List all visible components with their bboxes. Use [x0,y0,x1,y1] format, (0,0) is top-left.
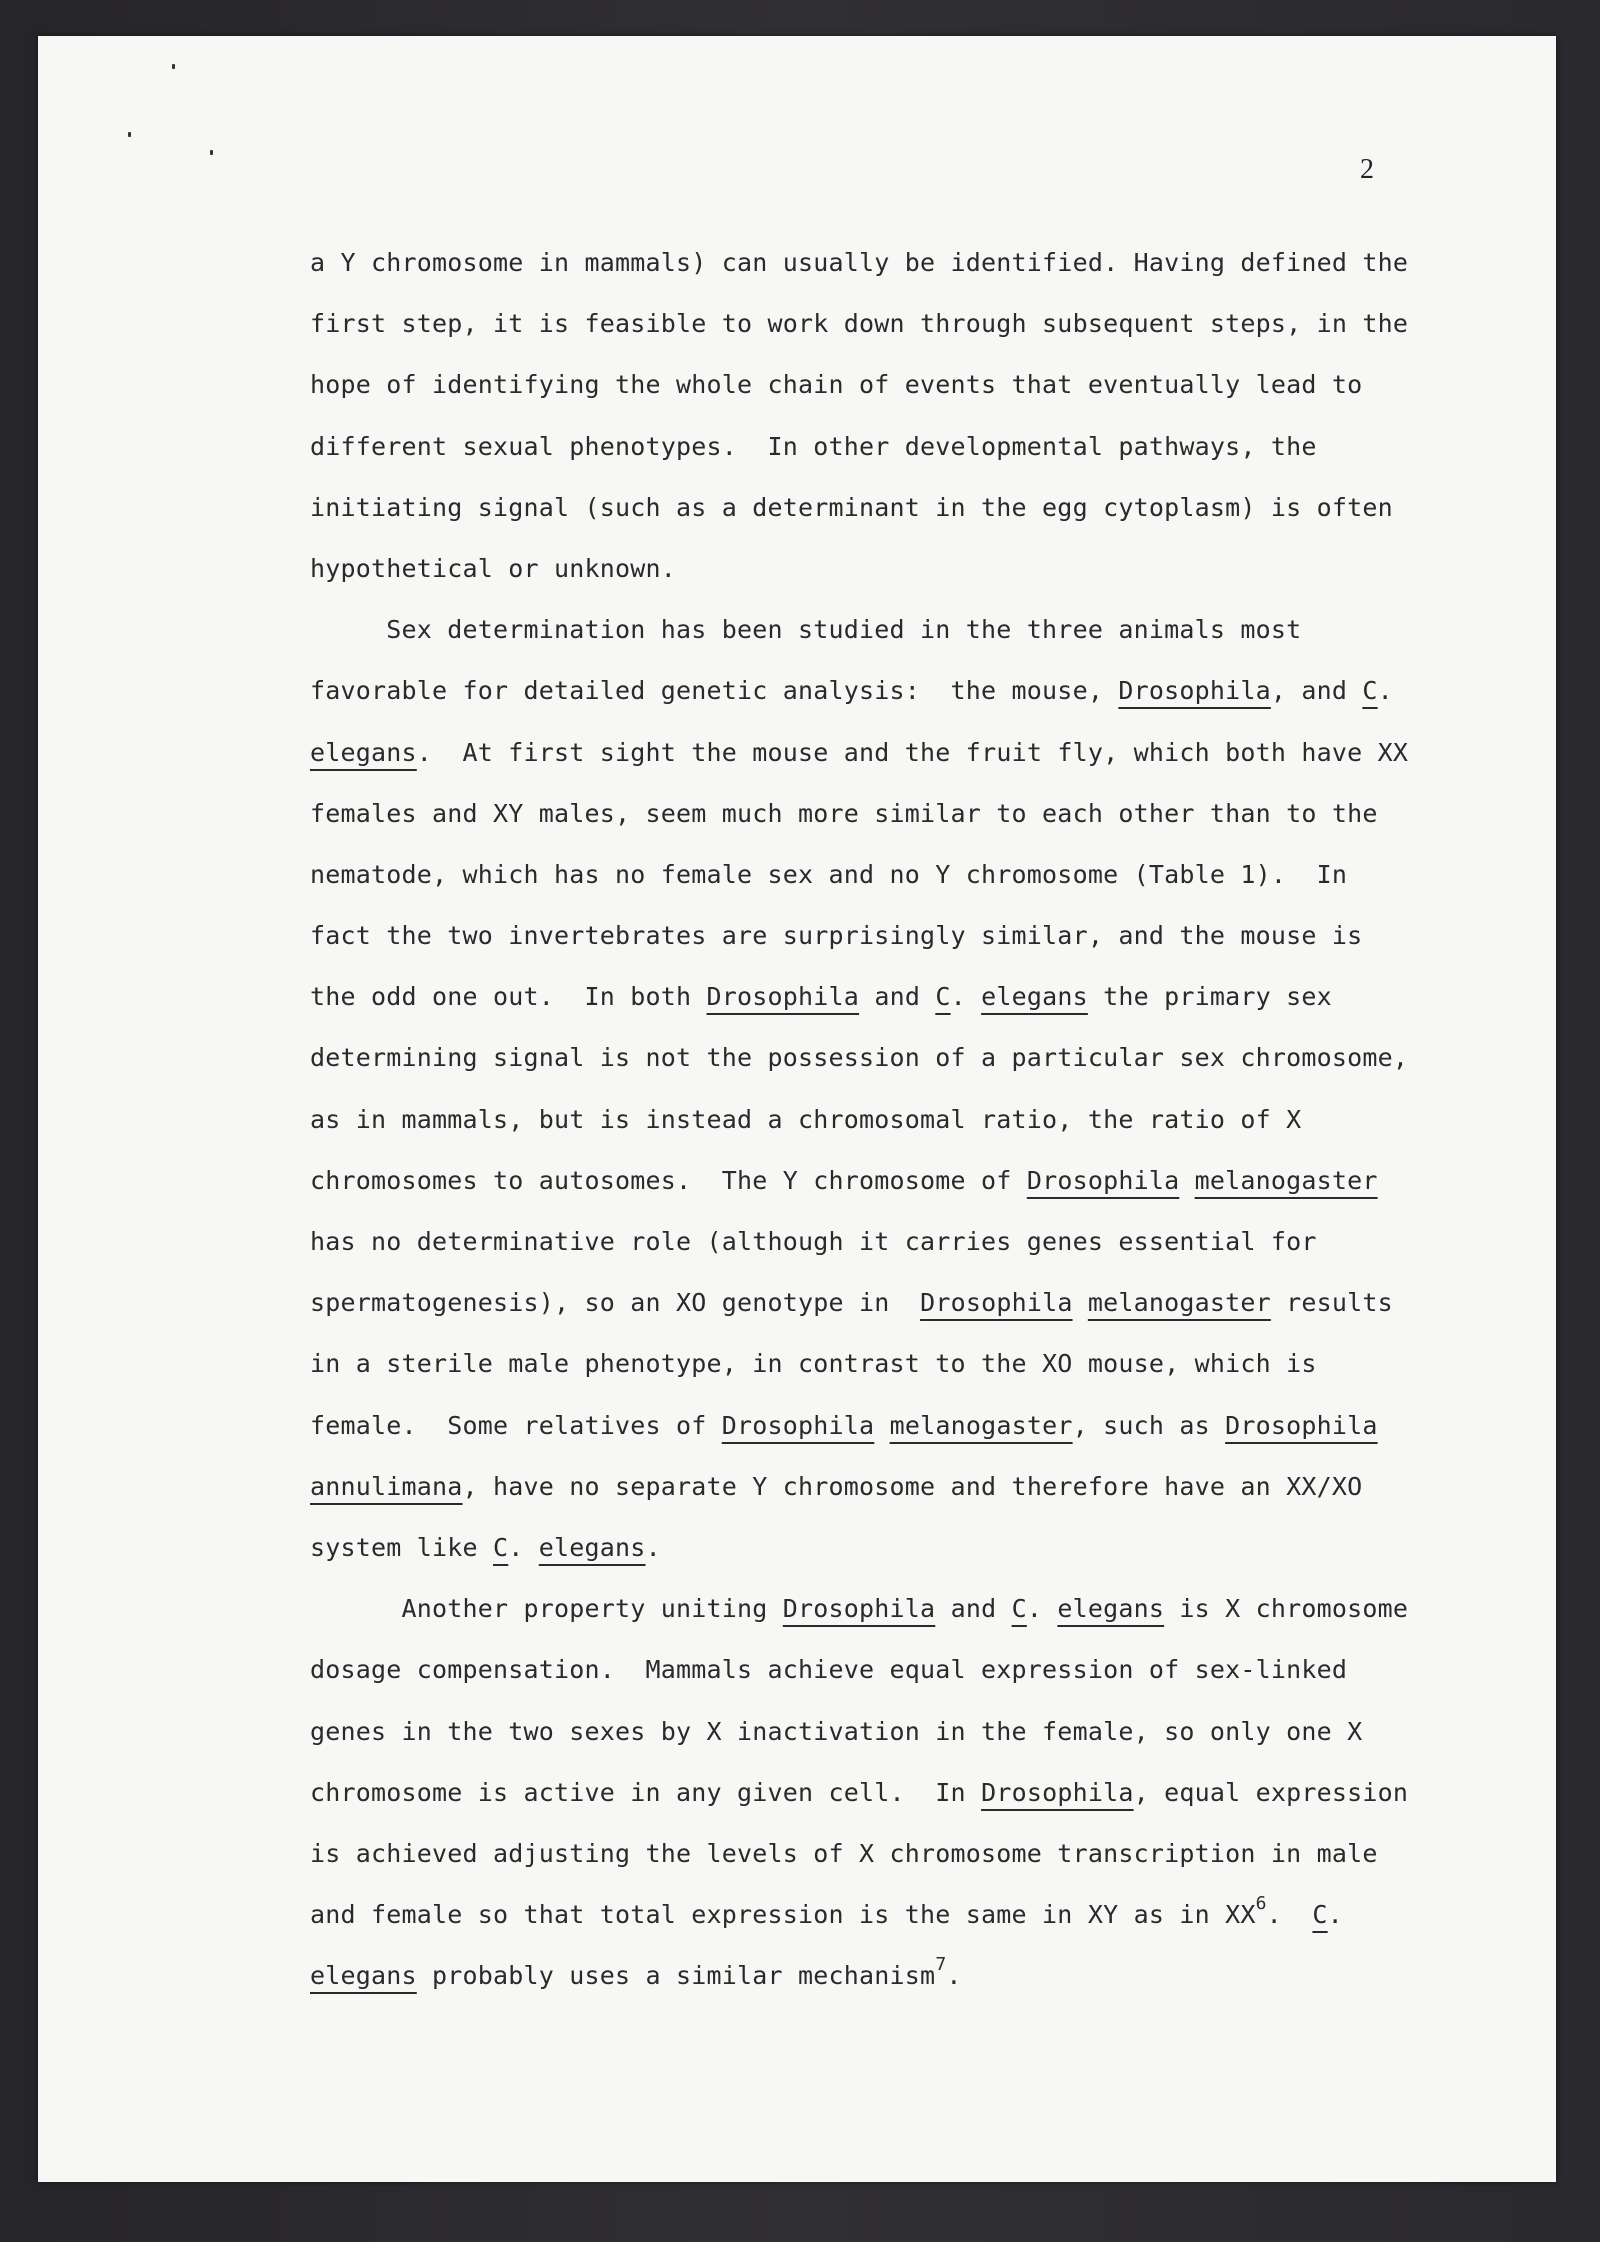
underlined-term: Drosophila [782,1594,936,1624]
text-segment: . [1327,1900,1343,1930]
underlined-term: Drosophila [1026,1165,1180,1195]
text-segment: Another property uniting [310,1594,783,1624]
text-segment: the odd one out. In both [310,982,707,1012]
footnote-reference: 7 [935,1954,947,1976]
text-segment: . [1377,676,1393,706]
text-segment: probably uses a similar mechanism [416,1961,936,1991]
underlined-term: Drosophila [920,1288,1073,1318]
text-line [310,1945,1490,2006]
text-segment: . [508,1532,539,1562]
text-segment: , equal expression [1133,1777,1409,1807]
text-segment: chromosomes to autosomes. The Y chromosome of [310,1165,1027,1195]
text-segment: is achieved adjusting the levels of X chromosome transcription in male [310,1838,1378,1868]
text-segment: genes in the two sexes by X inactivation in the female, so only one X [310,1716,1363,1746]
underlined-term: C [1362,676,1378,706]
underlined-term: annulimana [310,1471,463,1501]
underlined-term: Drosophila [981,1777,1134,1807]
text-segment: hypothetical or unknown. [310,553,677,583]
text-line [310,660,1490,721]
text-line [310,783,1490,844]
text-segment: . At first sight the mouse and the fruit fly, which both have XX [416,737,1409,767]
text-line [310,1517,1490,1578]
underlined-term: melanogaster [1087,1288,1271,1318]
underlined-term: Drosophila [1225,1410,1378,1440]
text-segment [1073,1288,1088,1317]
text-segment: results [1270,1288,1393,1318]
underlined-term: elegans [1057,1594,1165,1624]
body-text [310,232,1490,2006]
text-segment: as in mammals, but is instead a chromosomal ratio, the ratio of X [310,1104,1302,1134]
text-segment: . [645,1532,661,1562]
underlined-term: C [1312,1900,1328,1930]
text-line [310,293,1490,354]
text-line [310,1333,1490,1394]
text-line [310,1272,1490,1333]
underlined-term: elegans [538,1532,646,1562]
text-segment: female. Some relatives of [310,1410,722,1440]
text-line [310,1027,1490,1088]
text-segment: . [1266,1900,1313,1930]
underlined-term: C [493,1532,509,1562]
text-line [310,1150,1490,1211]
text-line [310,1762,1490,1823]
text-segment: favorable for detailed genetic analysis: the mouse, [310,676,1119,706]
text-segment: spermatogenesis), so an XO genotype in [310,1288,921,1318]
page-number: 2 [1360,154,1374,185]
text-line [310,844,1490,905]
underlined-term: elegans [981,982,1088,1012]
text-segment: fact the two invertebrates are surprisingly similar, and the mouse is [310,921,1363,951]
text-line [310,354,1490,415]
text-line [310,599,1490,660]
text-segment: different sexual phenotypes. In other developmental pathways, the [310,431,1317,461]
underlined-term: C [935,982,951,1012]
text-segment: a Y chromosome in mammals) can usually be identified. Having defined the [310,248,1409,277]
text-line [310,1701,1490,1762]
text-segment: initiating signal (such as a determinant in the egg cytoplasm) is often [310,492,1393,522]
text-segment: , have no separate Y chromosome and therefore have an XX/XO [462,1471,1363,1501]
underlined-term: C [1011,1594,1027,1624]
text-segment: Sex determination has been studied in the three animals most [310,615,1302,645]
text-line [310,1211,1490,1272]
text-segment: females and XY males, seem much more similar to each other than to the [310,798,1378,828]
text-segment: . [950,982,982,1012]
text-segment: system like [310,1532,494,1562]
text-segment: . [946,1961,962,1991]
text-line [310,232,1490,293]
text-segment: and [935,1594,1012,1624]
text-line [310,1089,1490,1150]
text-line [310,1395,1490,1456]
text-segment: , and [1270,676,1363,706]
text-segment [1179,1166,1194,1195]
underlined-term: Drosophila [721,1410,875,1440]
underlined-term: Drosophila [706,982,860,1012]
text-line [310,538,1490,599]
text-segment: and [859,982,936,1012]
text-segment: , such as [1072,1410,1226,1440]
text-segment: first step, it is feasible to work down through subsequent steps, in the [310,309,1409,339]
text-line [310,1823,1490,1884]
text-segment: chromosome is active in any given cell. In [310,1777,982,1807]
text-segment: nematode, which has no female sex and no Y chromosome (Table 1). In [310,859,1348,889]
text-segment: the primary sex [1087,982,1332,1012]
text-segment: . [1026,1594,1058,1624]
text-segment [874,1411,889,1440]
text-segment: determining signal is not the possession of a particular sex chromosome, [310,1043,1409,1073]
underlined-term: melanogaster [889,1410,1073,1440]
text-segment: in a sterile male phenotype, in contrast to the XO mouse, which is [310,1349,1317,1379]
text-line [310,416,1490,477]
text-line [310,905,1490,966]
text-line [310,966,1490,1027]
text-line [310,1884,1490,1945]
text-line [310,477,1490,538]
underlined-term: elegans [310,1961,417,1991]
underlined-term: elegans [310,737,417,767]
text-segment: and female so that total expression is the same in XY as in XX [310,1900,1256,1930]
text-segment: has no determinative role (although it carries genes essential for [310,1227,1317,1256]
text-segment: is X chromosome [1164,1594,1409,1624]
underlined-term: Drosophila [1118,676,1271,706]
text-segment: hope of identifying the whole chain of events that eventually lead to [310,370,1363,400]
text-segment: dosage compensation. Mammals achieve equal expression of sex-linked [310,1655,1348,1685]
text-line [310,1639,1490,1700]
underlined-term: melanogaster [1194,1165,1378,1195]
text-line [310,722,1490,783]
footnote-reference: 6 [1255,1893,1267,1915]
text-line [310,1456,1490,1517]
text-line [310,1578,1490,1639]
